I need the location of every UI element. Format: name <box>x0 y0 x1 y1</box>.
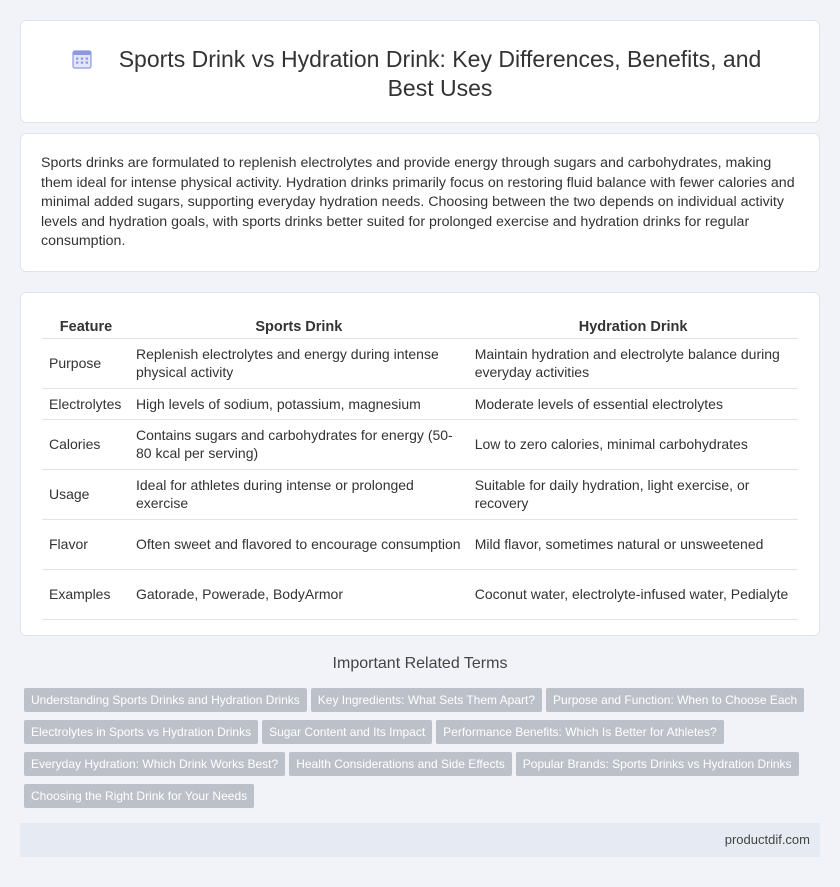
footer <box>20 823 820 857</box>
related-term-tag[interactable]: Health Considerations and Side Effects <box>289 752 512 776</box>
sports-drink-cell: Contains sugars and carbohydrates for energy (50-80 kcal per serving) <box>129 419 468 469</box>
sports-drink-cell: Replenish electrolytes and energy during intense physical activity <box>129 338 468 388</box>
related-term-tag[interactable]: Understanding Sports Drinks and Hydration Drinks <box>24 688 307 712</box>
title-wrap <box>21 21 819 122</box>
table-row <box>43 338 799 388</box>
hydration-drink-cell: Coconut water, electrolyte-infused water, Pedialyte <box>468 569 798 619</box>
sports-drink-cell: Ideal for athletes during intense or prolonged exercise <box>129 469 468 519</box>
header-hydration-drink: Hydration Drink <box>468 317 798 338</box>
hydration-drink-cell: Maintain hydration and electrolyte balance during everyday activities <box>468 338 798 388</box>
related-term-tag[interactable]: Everyday Hydration: Which Drink Works Best? <box>24 752 285 776</box>
related-terms-list <box>24 688 824 816</box>
sports-drink-cell: Often sweet and flavored to encourage consumption <box>129 519 468 569</box>
hydration-drink-cell: Low to zero calories, minimal carbohydrates <box>468 419 798 469</box>
footer-site-link[interactable]: productdif.com <box>724 832 810 847</box>
feature-cell: Electrolytes <box>43 388 130 419</box>
header-feature: Feature <box>43 317 130 338</box>
table-header-row <box>43 317 799 338</box>
table-row <box>43 388 799 419</box>
feature-cell: Purpose <box>43 338 130 388</box>
hydration-drink-cell: Suitable for daily hydration, light exercise, or recovery <box>468 469 798 519</box>
intro-paragraph: Sports drinks are formulated to replenish electrolytes and provide energy through sugars and carbohydrates, making them ideal for intense physical activity. Hydration drinks primarily focus on restoring fluid balance with fewer calories and minimal added sugars, supporting everyday hydration needs. Choosing between the two depends on individual activity levels and hydration goals, with sports drinks better suited for prolonged exercise and hydration drinks for regular consumption. <box>41 155 795 249</box>
feature-cell: Flavor <box>43 519 130 569</box>
table-row <box>43 569 799 619</box>
table-row <box>43 419 799 469</box>
comparison-table <box>42 317 798 620</box>
related-term-tag[interactable]: Electrolytes in Sports vs Hydration Drinks <box>24 720 258 744</box>
related-term-tag[interactable]: Sugar Content and Its Impact <box>262 720 432 744</box>
related-term-tag[interactable]: Key Ingredients: What Sets Them Apart? <box>311 688 542 712</box>
intro-card <box>20 133 820 272</box>
feature-cell: Usage <box>43 469 130 519</box>
hydration-drink-cell: Moderate levels of essential electrolytes <box>468 388 798 419</box>
sports-drink-cell: High levels of sodium, potassium, magnesium <box>129 388 468 419</box>
calendar-grid-icon <box>71 48 93 70</box>
table-row <box>43 469 799 519</box>
related-term-tag[interactable]: Performance Benefits: Which Is Better for Athletes? <box>436 720 723 744</box>
comparison-card <box>20 292 820 636</box>
table-row <box>43 519 799 569</box>
header-card <box>20 20 820 123</box>
related-terms-heading: Important Related Terms <box>332 655 508 672</box>
sports-drink-cell: Gatorade, Powerade, BodyArmor <box>129 569 468 619</box>
related-term-tag[interactable]: Purpose and Function: When to Choose Each <box>546 688 804 712</box>
header-sports-drink: Sports Drink <box>129 317 468 338</box>
related-term-tag[interactable]: Choosing the Right Drink for Your Needs <box>24 784 254 808</box>
related-term-tag[interactable]: Popular Brands: Sports Drinks vs Hydration Drinks <box>516 752 799 776</box>
page-title: Sports Drink vs Hydration Drink: Key Differences, Benefits, and Best Uses <box>118 46 762 101</box>
hydration-drink-cell: Mild flavor, sometimes natural or unsweetened <box>468 519 798 569</box>
feature-cell: Calories <box>43 419 130 469</box>
feature-cell: Examples <box>43 569 130 619</box>
